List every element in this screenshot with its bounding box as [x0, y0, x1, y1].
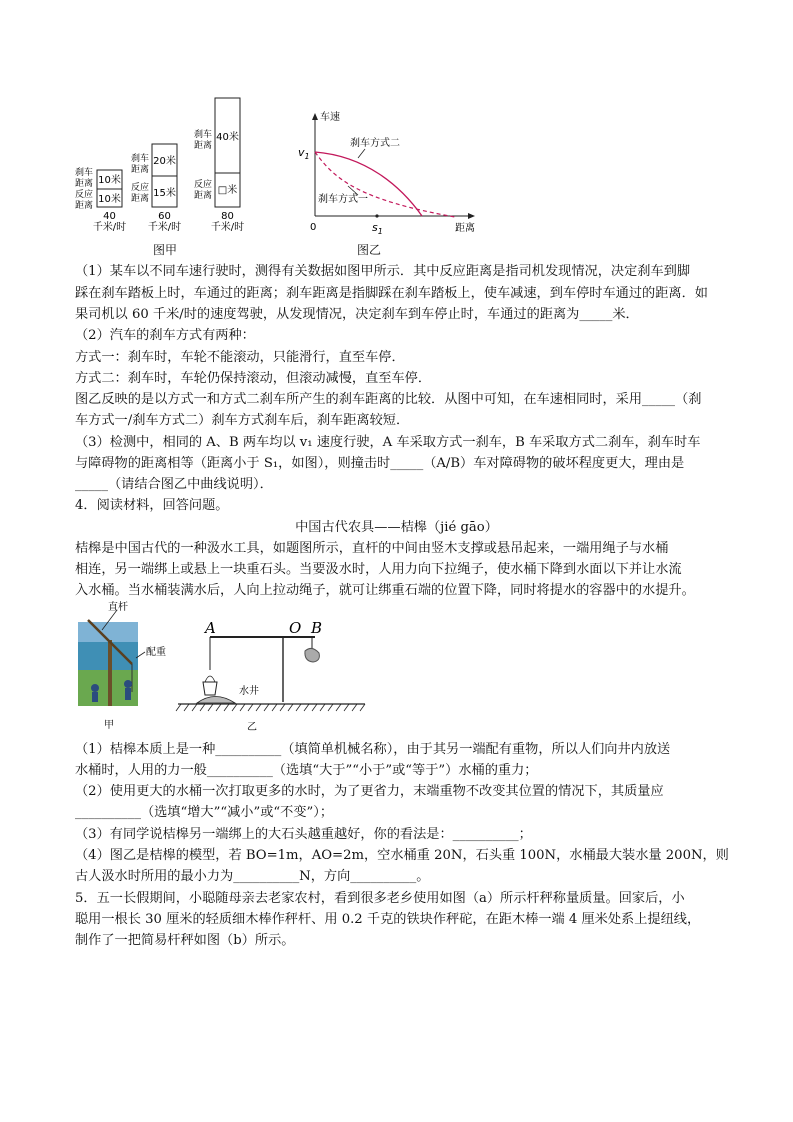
q3-line-10: 与障碍物的距离相等（距离小于 S₁，如图），则撞击时_____（A/B）车对障碍物的破坏程度更大，理由是	[75, 456, 685, 471]
col1-brake-label1: 刹车	[74, 168, 94, 178]
q5-line-3: 制作了一把简易杆秤如图（b）所示。	[75, 933, 295, 948]
curve1-label: 刹车方式一	[318, 194, 368, 205]
jia-column-60	[131, 144, 181, 233]
col3-brake-label1: 刹车	[193, 130, 213, 140]
col2-brake-label1: 刹车	[130, 154, 150, 164]
figure-lever-model	[175, 615, 375, 735]
q3-line-6: 方式二：刹车时，车轮仍保持滚动，但滚动减慢，直至车停．	[75, 371, 432, 386]
q3-line-5: 方式一：刹车时，车轮不能滚动，只能滑行，直至车停．	[75, 350, 405, 365]
jiegao-label-weight: 配重	[146, 647, 166, 658]
col3-react-label2: 距离	[193, 191, 213, 201]
curve-method-1	[315, 152, 455, 217]
col3-react-value: □米	[217, 185, 238, 196]
q5-line-2: 聪用一根长 30 厘米的轻质细木棒作秤杆、用 0.2 千克的铁块作秤砣，在距木棒一端 4 厘米处系上提纽线，	[75, 912, 701, 927]
col2-brake-value: 20米	[153, 156, 176, 167]
jiegao-caption-jia: 甲	[104, 720, 114, 731]
figure-jiegao-illustration	[70, 600, 185, 735]
yi-s1: $s_1$	[372, 221, 383, 236]
q3-line-3: 果司机以 60 千米/时的速度驾驶，从发现情况，决定刹车到车停止时，车通过的距离为_____米．	[75, 307, 639, 322]
q3-line-1: （1）某车以不同车速行驶时，测得有关数据如图甲所示．其中反应距离是指司机发现情况，决定刹车到脚	[75, 264, 691, 279]
q4-heading: 4．阅读材料，回答问题。	[75, 498, 229, 513]
col3-react-label1: 反应	[193, 180, 213, 190]
q4-sub1-line-1: （1）桔槔本质上是一种__________（填简单机械名称），由于其另一端配有重物，所以人们向井内放送	[75, 742, 671, 757]
yi-v1: $v_1$	[298, 146, 310, 161]
curve2-label: 刹车方式二	[350, 138, 400, 149]
jia-column-80	[194, 98, 244, 233]
q4-sub4-line-2: 古人汲水时所用的最小力为__________N，方向__________。	[75, 869, 430, 884]
lever-label-well: 水井	[239, 686, 259, 697]
q4-sub2-line-2: __________（选填“增大”“减小”或“不变”）；	[75, 805, 334, 820]
fig-yi-caption: 图乙	[357, 243, 382, 257]
figure-yi-curves	[290, 100, 490, 240]
jiegao-label-pole: 直杆	[108, 602, 128, 613]
lever-label-A: A	[205, 619, 216, 637]
col3-unit: 千米/时	[210, 222, 245, 233]
yi-origin: 0	[310, 222, 317, 233]
col2-brake-label2: 距离	[130, 165, 150, 175]
col3-speed: 80	[221, 211, 234, 222]
col3-brake-label2: 距离	[193, 141, 213, 151]
q4-sub3: （3）有同学说桔槔另一端绑上的大石头越重越好，你的看法是：__________；	[75, 827, 532, 842]
q3-line-8: 车方式一/刹车方式二）刹车方式刹车后，刹车距离较短．	[75, 413, 410, 428]
q3-line-9: （3）检测中，相同的 A、B 两车均以 v₁ 速度行驶，A 车采取方式一刹车，B 车采取方式二刹车，刹车时车	[75, 435, 701, 450]
col1-react-value: 10米	[98, 194, 121, 205]
lever-label-O: O	[289, 619, 302, 637]
col2-react-label2: 距离	[130, 194, 150, 204]
q3-line-2: 踩在刹车踏板上时，车通过的距离；刹车距离是指脚踩在刹车踏板上，使车减速，到车停时车通过的距离．如	[75, 286, 708, 301]
lever-label-B: B	[311, 619, 323, 637]
figure-jia	[70, 95, 260, 245]
q4-sub2-line-1: （2）使用更大的水桶一次打取更多的水时，为了更省力，末端重物不改变其位置的情况下，其质量应	[75, 784, 664, 799]
lever-caption-yi: 乙	[247, 722, 257, 733]
q3-line-11: _____（请结合图乙中曲线说明）．	[75, 477, 273, 492]
col1-react-label1: 反应	[74, 190, 94, 200]
q3-line-4: （2）汽车的刹车方式有两种：	[75, 328, 255, 343]
col1-brake-value: 10米	[98, 175, 121, 186]
col2-speed: 60	[158, 211, 171, 222]
col2-react-value: 15米	[153, 188, 176, 199]
col2-unit: 千米/时	[147, 222, 182, 233]
q5-line-1: 5．五一长假期间，小聪随母亲去老家农村，看到很多老乡使用如图（a）所示杆秤称量质量。回家后，小	[75, 891, 685, 906]
col1-speed: 40	[103, 211, 116, 222]
q4-para-3: 入水桶。当水桶装满水后，人向上拉动绳子，就可让绑重石端的位置下降，同时将提水的容器中的水提升。	[75, 583, 695, 598]
q4-sub4-line-1: （4）图乙是桔槔的模型，若 BO=1m，AO=2m，空水桶重 20N，石头重 100N，水桶最大装水量 200N，则	[75, 848, 729, 863]
q4-para-1: 桔槔是中国古代的一种汲水工具，如题图所示，直杆的中间由竖木支撑或悬吊起来，一端用绳子与水桶	[75, 541, 669, 556]
q3-line-7: 图乙反映的是以方式一和方式二刹车所产生的刹车距离的比较．从图中可知，在车速相同时，采用_____（刹	[75, 392, 702, 407]
q4-para-2: 相连，另一端绑上或悬上一块重石头。当要汲水时，人用力向下拉绳子，使水桶下降到水面以下并让水流	[75, 562, 682, 577]
col2-react-label1: 反应	[130, 183, 150, 193]
col1-react-label2: 距离	[74, 201, 94, 211]
col1-unit: 千米/时	[92, 222, 127, 233]
col3-brake-value: 40米	[216, 132, 239, 143]
q4-sub1-line-2: 水桶时，人用的力一般__________（选填“大于”“小于”或“等于”）水桶的重力；	[75, 763, 538, 778]
col1-brake-label2: 距离	[74, 179, 94, 189]
yi-x-axis-label: 距离	[455, 223, 475, 234]
fig-jia-caption: 图甲	[153, 243, 178, 257]
yi-y-axis-label: 车速	[320, 112, 340, 123]
q4-article-title: 中国古代农具——桔槔（jié gāo）	[295, 520, 498, 535]
jia-column-40	[75, 166, 126, 233]
